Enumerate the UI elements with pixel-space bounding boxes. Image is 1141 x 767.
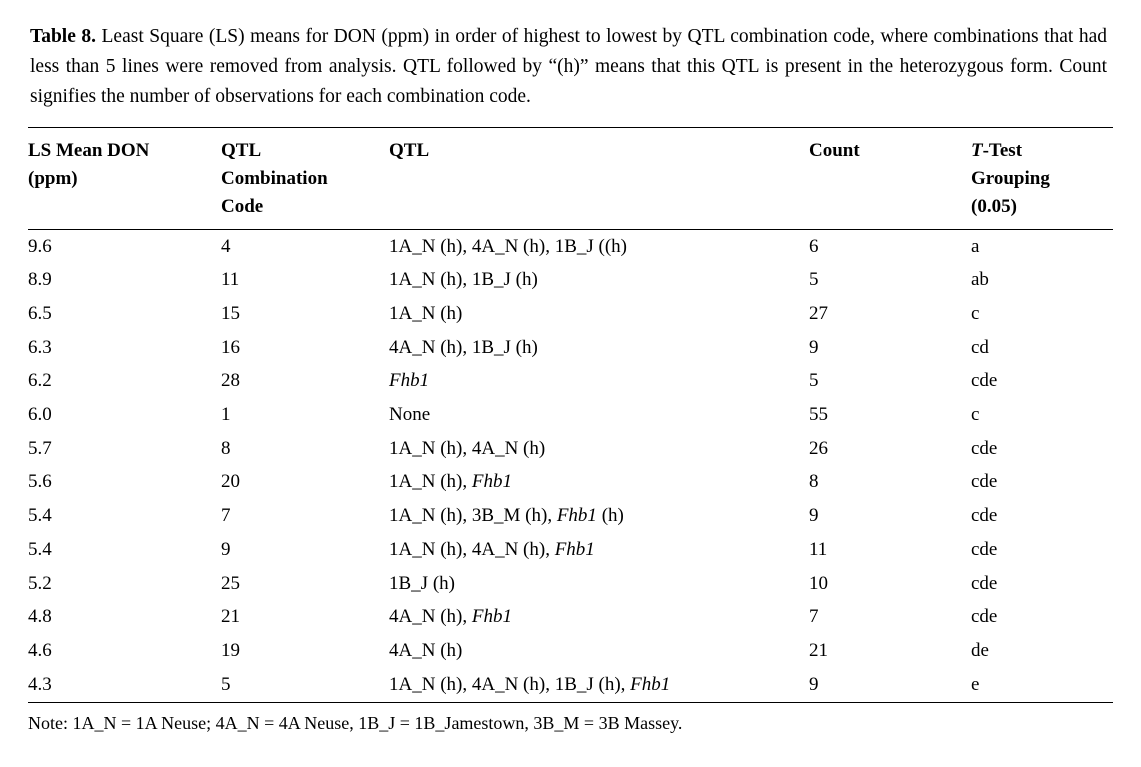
cell-t-test-grouping: ab — [971, 269, 989, 291]
cell-qtl-combination-code: 20 — [221, 471, 240, 493]
cell-ls-mean-don: 8.9 — [28, 269, 52, 291]
cell-ls-mean-don: 5.7 — [28, 437, 52, 459]
cell-t-test-grouping: cde — [971, 471, 998, 493]
cell-t-test-grouping: cde — [971, 606, 998, 628]
table-row — [28, 230, 1113, 264]
table-row — [28, 298, 1113, 332]
cell-qtl-combination-code: 5 — [221, 673, 231, 695]
table-row — [28, 634, 1113, 668]
cell-ls-mean-don: 6.2 — [28, 370, 52, 392]
cell-count: 5 — [809, 370, 819, 392]
cell-qtl: Fhb1 — [389, 370, 430, 392]
cell-qtl: 1A_N (h), 3B_M (h), Fhb1 (h) — [389, 505, 624, 527]
cell-ls-mean-don: 5.4 — [28, 538, 52, 560]
table-row — [28, 365, 1113, 399]
cell-qtl-combination-code: 1 — [221, 404, 231, 426]
header-qtl-combination-code — [221, 128, 389, 230]
table-row — [28, 466, 1113, 500]
table-header — [28, 128, 1113, 230]
cell-count: 21 — [809, 639, 828, 661]
cell-t-test-grouping: cde — [971, 505, 998, 527]
cell-qtl-combination-code: 4 — [221, 235, 231, 257]
table-row — [28, 567, 1113, 601]
header-group-line1-rest: -Test — [982, 140, 1023, 162]
cell-t-test-grouping: cd — [971, 336, 989, 358]
header-t-test-grouping — [971, 128, 1113, 230]
cell-count: 26 — [809, 437, 828, 459]
header-ls-mean-don-line2: (ppm) — [28, 168, 78, 190]
cell-ls-mean-don: 5.2 — [28, 572, 52, 594]
cell-qtl: 1A_N (h), 4A_N (h), 1B_J (h), Fhb1 — [389, 673, 671, 695]
cell-qtl-combination-code: 21 — [221, 606, 240, 628]
header-group-line2: Grouping — [971, 168, 1050, 190]
cell-ls-mean-don: 4.6 — [28, 639, 52, 661]
header-qtl: QTL — [389, 140, 430, 162]
cell-qtl-combination-code: 16 — [221, 336, 240, 358]
table-note: Note: 1A_N = 1A Neuse; 4A_N = 4A Neuse, 1B_J = 1B_Jamestown, 3B_M = 3B Massey. — [28, 712, 683, 733]
cell-qtl: 1B_J (h) — [389, 572, 455, 594]
cell-ls-mean-don: 6.0 — [28, 404, 52, 426]
cell-qtl: 4A_N (h), 1B_J (h) — [389, 336, 538, 358]
cell-qtl: 1A_N (h), 4A_N (h) — [389, 437, 546, 459]
cell-t-test-grouping: cde — [971, 538, 998, 560]
header-count: Count — [809, 140, 860, 162]
cell-count: 9 — [809, 673, 819, 695]
cell-t-test-grouping: de — [971, 639, 989, 661]
table-row — [28, 500, 1113, 534]
table-row — [28, 432, 1113, 466]
cell-ls-mean-don: 5.6 — [28, 471, 52, 493]
caption-text: Least Square (LS) means for DON (ppm) in order of highest to lowest by QTL combination code, where combinations that had less than 5 lines were removed from analysis. QTL followed by “(h)” means that this QTL is present in the heterozygous form. Count signifies the number of observations for each combination code. — [30, 26, 1107, 107]
cell-qtl-combination-code: 7 — [221, 505, 231, 527]
cell-ls-mean-don: 5.4 — [28, 505, 52, 527]
cell-qtl: 1A_N (h) — [389, 303, 463, 324]
cell-t-test-grouping: c — [971, 404, 980, 426]
cell-count: 27 — [809, 303, 828, 324]
header-code-line3: Code — [221, 195, 264, 217]
cell-t-test-grouping: cde — [971, 572, 998, 594]
cell-qtl: 1A_N (h), Fhb1 — [389, 471, 512, 493]
cell-qtl: None — [389, 404, 431, 426]
ls-means-table — [28, 127, 1113, 701]
cell-count: 11 — [809, 538, 828, 560]
cell-t-test-grouping: cde — [971, 437, 998, 459]
cell-count: 9 — [809, 505, 819, 527]
cell-count: 5 — [809, 269, 819, 291]
cell-qtl: 1A_N (h), 4A_N (h), 1B_J ((h) — [389, 235, 627, 257]
table-header-row — [28, 128, 1113, 230]
table-row — [28, 601, 1113, 635]
cell-ls-mean-don: 6.5 — [28, 303, 52, 324]
cell-qtl-combination-code: 25 — [221, 572, 240, 594]
cell-qtl-combination-code: 28 — [221, 370, 240, 392]
cell-count: 55 — [809, 404, 828, 426]
header-group-line3: (0.05) — [971, 195, 1017, 217]
table-body — [28, 230, 1113, 702]
cell-qtl-combination-code: 8 — [221, 437, 231, 459]
caption-label: Table 8. — [30, 26, 97, 47]
table-row — [28, 399, 1113, 433]
cell-qtl: 1A_N (h), 1B_J (h) — [389, 269, 538, 291]
cell-t-test-grouping: a — [971, 235, 980, 257]
cell-qtl: 4A_N (h), Fhb1 — [389, 606, 512, 628]
table-row — [28, 533, 1113, 567]
cell-count: 10 — [809, 572, 828, 594]
header-code-line1: QTL — [221, 140, 262, 162]
cell-qtl-combination-code: 11 — [221, 269, 240, 291]
cell-qtl-combination-code: 15 — [221, 303, 240, 324]
table-caption — [30, 22, 1107, 111]
header-ls-mean-don — [28, 128, 221, 230]
header-ls-mean-don-line1: LS Mean DON — [28, 140, 150, 162]
cell-qtl: 4A_N (h) — [389, 639, 463, 661]
cell-count: 8 — [809, 471, 819, 493]
cell-ls-mean-don: 4.3 — [28, 673, 52, 695]
table-row — [28, 264, 1113, 298]
cell-count: 9 — [809, 336, 819, 358]
cell-qtl-combination-code: 9 — [221, 538, 231, 560]
cell-qtl-combination-code: 19 — [221, 639, 240, 661]
table-row — [28, 668, 1113, 702]
cell-t-test-grouping: e — [971, 673, 980, 695]
cell-ls-mean-don: 9.6 — [28, 235, 52, 257]
cell-count: 7 — [809, 606, 819, 628]
cell-qtl: 1A_N (h), 4A_N (h), Fhb1 — [389, 538, 595, 560]
header-code-line2: Combination — [221, 168, 328, 190]
cell-ls-mean-don: 4.8 — [28, 606, 52, 628]
cell-count: 6 — [809, 235, 819, 257]
table-row — [28, 331, 1113, 365]
cell-ls-mean-don: 6.3 — [28, 336, 52, 358]
header-group-line1-italic: T — [971, 140, 983, 162]
cell-t-test-grouping: c — [971, 303, 980, 324]
cell-t-test-grouping: cde — [971, 370, 998, 392]
